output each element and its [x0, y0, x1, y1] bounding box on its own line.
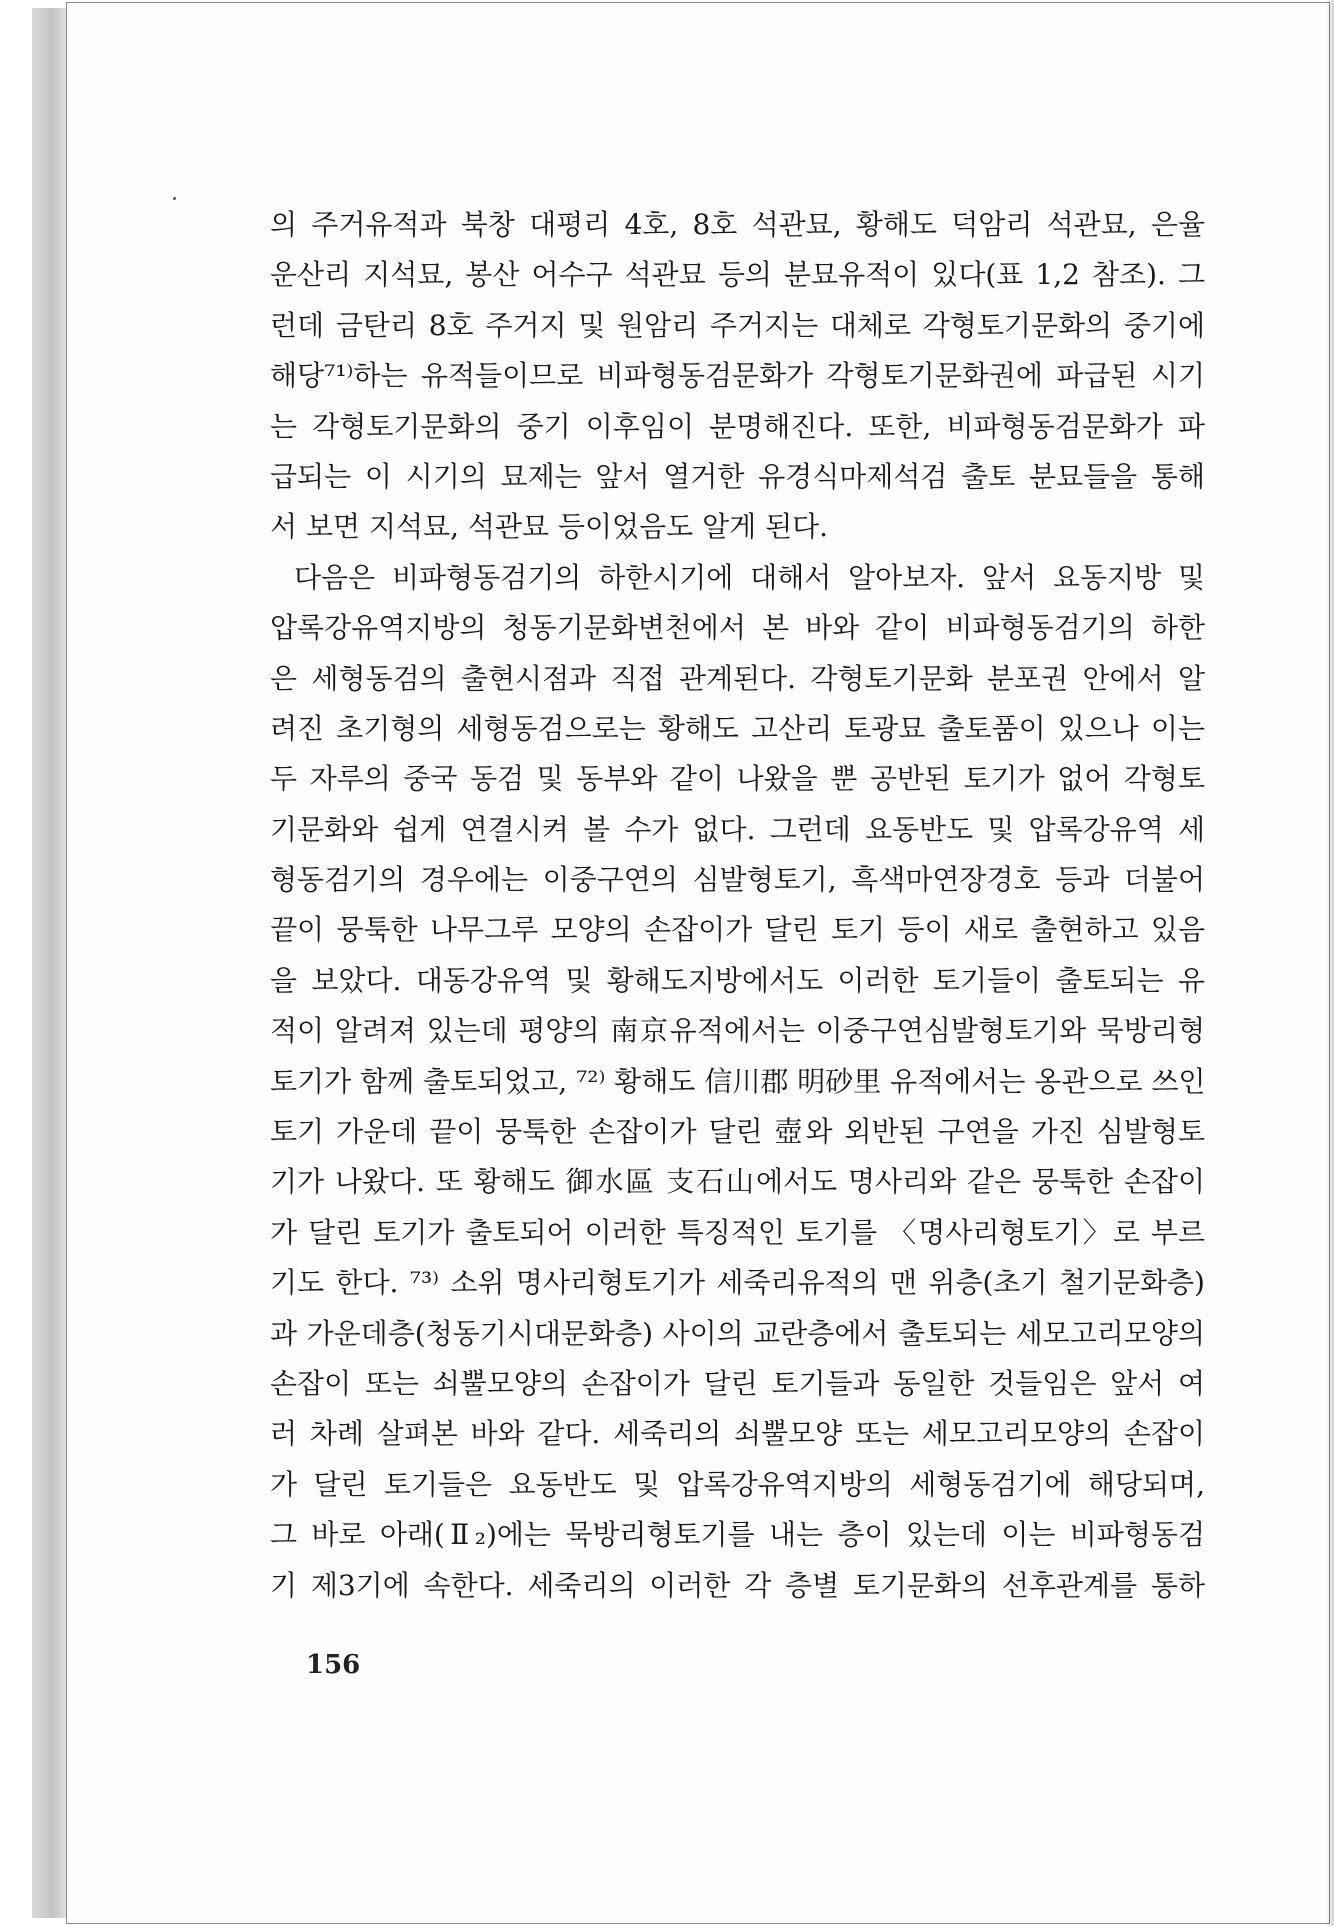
text-line: 다음은 비파형동검기의 하한시기에 대해서 알아보자. 앞서 요동지방 및: [294, 560, 1205, 594]
text-line: 려진 초기형의 세형동검으로는 황해도 고산리 토광묘 출토품이 있으나 이는: [270, 711, 1205, 745]
text-line: 기가 나왔다. 또 황해도 御水區 支石山에서도 명사리와 같은 뭉툭한 손잡이: [270, 1165, 1205, 1199]
text-line: 토기가 함께 출토되었고, ⁷²⁾ 황해도 信川郡 明砂里 유적에서는 옹관으로 쓰인: [270, 1064, 1205, 1098]
text-line: 압록강유역지방의 청동기문화변천에서 본 바와 같이 비파형동검기의 하한: [270, 611, 1205, 645]
text-line: 손잡이 또는 쇠뿔모양의 손잡이가 달린 토기들과 동일한 것들임은 앞서 여: [270, 1366, 1205, 1400]
text-line: 런데 금탄리 8호 주거지 및 원암리 주거지는 대체로 각형토기문화의 중기에: [270, 308, 1205, 342]
paragraph-2: [270, 553, 1205, 1611]
text-line: 과 가운데층(청동기시대문화층) 사이의 교란층에서 출토되는 세모고리모양의: [270, 1316, 1205, 1350]
text-line: 해당⁷¹⁾하는 유적들이므로 비파형동검문화가 각형토기문화권에 파급된 시기: [270, 359, 1205, 393]
text-line: 기 제3기에 속한다. 세죽리의 이러한 각 층별 토기문화의 선후관계를 통하: [270, 1568, 1205, 1602]
text-line: 토기 가운데 끝이 뭉툭한 손잡이가 달린 壺와 외반된 구연을 가진 심발형토: [270, 1115, 1205, 1149]
text-line: 가 달린 토기가 출토되어 이러한 특징적인 토기를 〈명사리형토기〉로 부르: [270, 1215, 1205, 1249]
text-line: 형동검기의 경우에는 이중구연의 심발형토기, 흑색마연장경호 등과 더불어: [270, 863, 1205, 897]
page-right-shadow: [1326, 0, 1334, 1926]
page-number: 156: [306, 1650, 361, 1680]
text-line: 는 각형토기문화의 중기 이후임이 분명해진다. 또한, 비파형동검문화가 파: [270, 409, 1205, 443]
text-line: 그 바로 아래(Ⅱ₂)에는 묵방리형토기를 내는 층이 있는데 이는 비파형동검: [270, 1518, 1205, 1552]
scan-speck: [173, 197, 176, 200]
text-line: 을 보았다. 대동강유역 및 황해도지방에서도 이러한 토기들이 출토되는 유: [270, 963, 1205, 997]
text-line: 의 주거유적과 북창 대평리 4호, 8호 석관묘, 황해도 덕암리 석관묘, 은율: [270, 208, 1205, 241]
text-line: 급되는 이 시기의 묘제는 앞서 열거한 유경식마제석검 출토 분묘들을 통해: [270, 459, 1205, 493]
text-line: 두 자루의 중국 동검 및 동부와 같이 나왔을 뿐 공반된 토기가 없어 각형토: [270, 762, 1205, 796]
paragraph-1: [270, 200, 1205, 553]
text-line: 러 차례 살펴본 바와 같다. 세죽리의 쇠뿔모양 또는 세모고리모양의 손잡이: [270, 1417, 1205, 1451]
body-text: [270, 200, 1205, 1611]
text-line: 은 세형동검의 출현시점과 직접 관계된다. 각형토기문화 분포권 안에서 알: [270, 661, 1205, 695]
text-line: 운산리 지석묘, 봉산 어수구 석관묘 등의 분묘유적이 있다(표 1,2 참조). 그: [270, 258, 1205, 292]
book-spine-edge: [32, 8, 68, 1918]
text-line: 끝이 뭉툭한 나무그루 모양의 손잡이가 달린 토기 등이 새로 출현하고 있음: [270, 913, 1205, 947]
text-line: 가 달린 토기들은 요동반도 및 압록강유역지방의 세형동검기에 해당되며,: [270, 1467, 1205, 1501]
text-line: 기문화와 쉽게 연결시켜 볼 수가 없다. 그런데 요동반도 및 압록강유역 세: [270, 812, 1205, 846]
text-line: 서 보면 지석묘, 석관묘 등이었음도 알게 된다.: [270, 510, 829, 544]
text-line: 기도 한다. ⁷³⁾ 소위 명사리형토기가 세죽리유적의 맨 위층(초기 철기문화층): [270, 1266, 1205, 1300]
text-line: 적이 알려져 있는데 평양의 南京유적에서는 이중구연심발형토기와 묵방리형: [270, 1014, 1205, 1048]
